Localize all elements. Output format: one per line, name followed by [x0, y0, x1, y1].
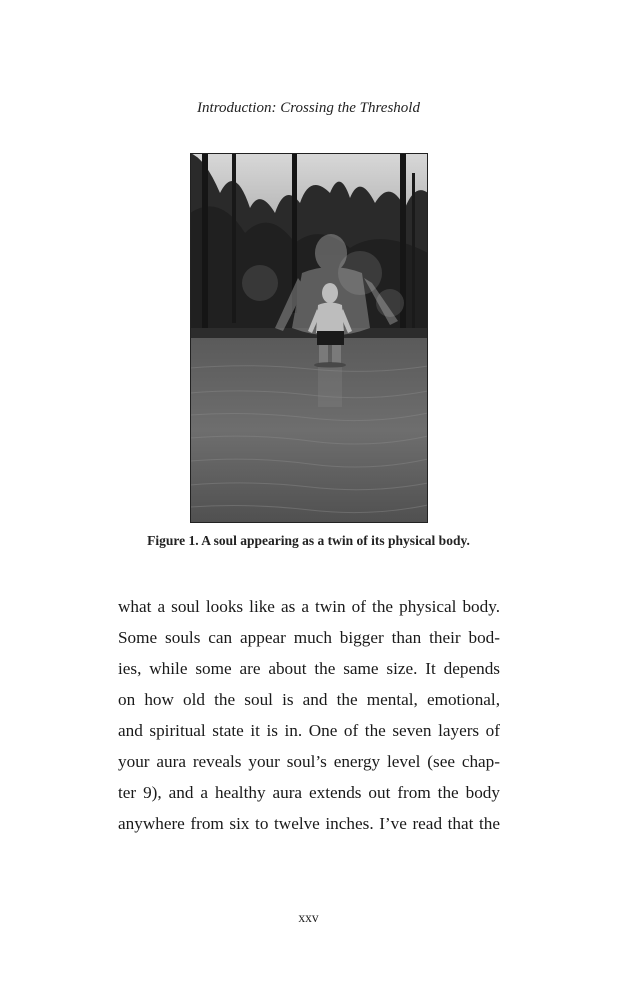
- figure-photo: [190, 153, 428, 523]
- soul-twin-photo: [190, 153, 428, 523]
- body-line: anywhere from six to twelve inches. I’ve read that the: [118, 814, 500, 833]
- figure-caption: Figure 1. A soul appearing as a twin of its physical body.: [147, 533, 470, 548]
- body-line: and spiritual state it is in. One of the seven layers of: [118, 721, 500, 740]
- body-line: ies, while some are about the same size. It depends: [118, 659, 500, 678]
- body-line: what a soul looks like as a twin of the physical body.: [118, 597, 500, 616]
- body-line: on how old the soul is and the mental, emotional,: [118, 690, 500, 709]
- page-number: xxv: [298, 910, 319, 925]
- body-line: Some souls can appear much bigger than their bod-: [118, 628, 500, 647]
- body-paragraph: [118, 591, 500, 839]
- running-head: Introduction: Crossing the Threshold: [197, 100, 420, 116]
- body-line: ter 9), and a healthy aura extends out from the body: [118, 783, 500, 802]
- body-line: your aura reveals your soul’s energy level (see chap-: [118, 752, 500, 771]
